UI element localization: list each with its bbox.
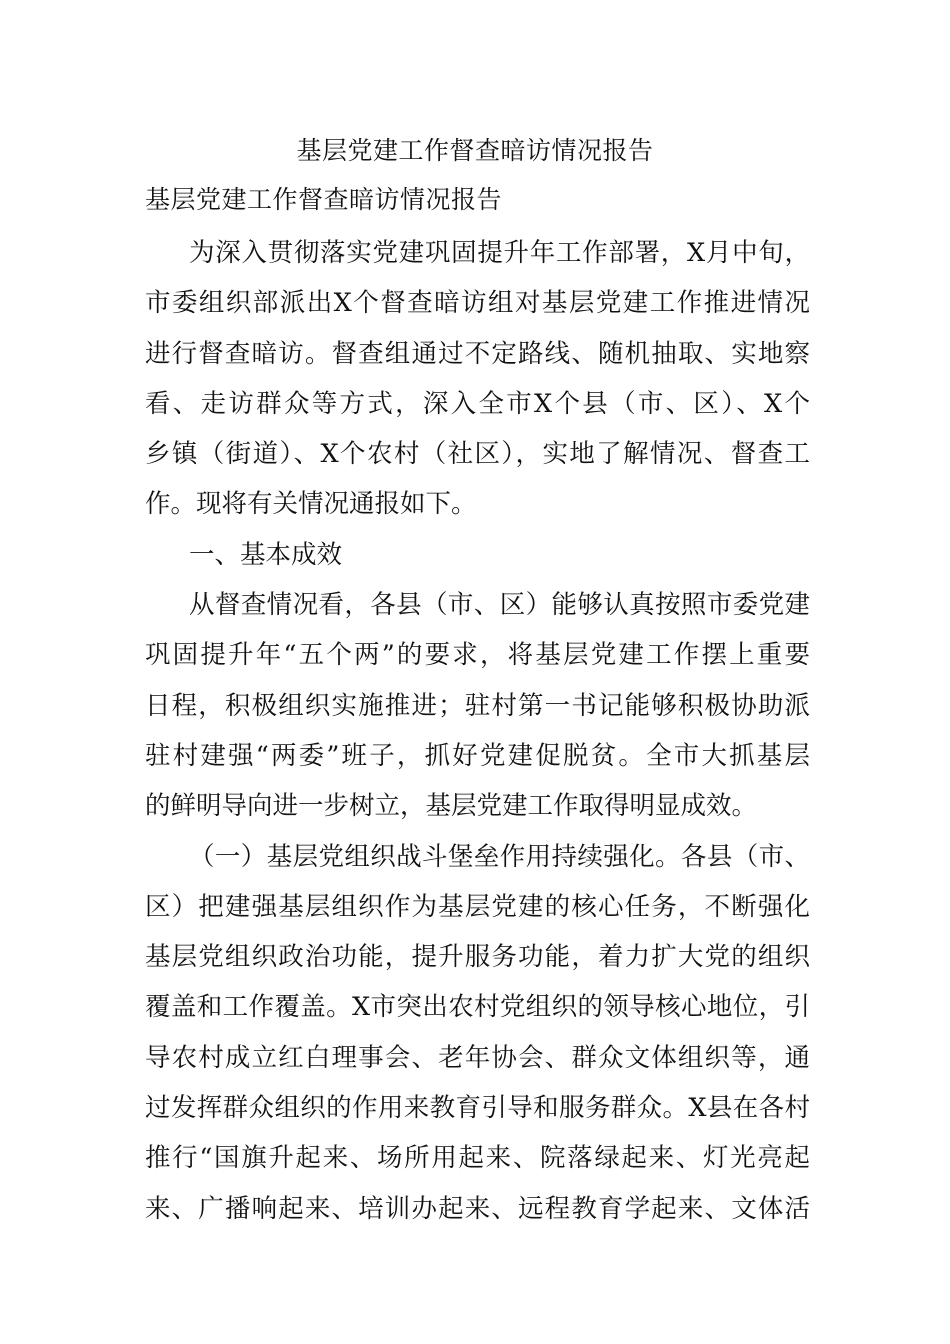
text-line: （一）基层党组织战斗堡垒作用持续强化。各县（市、 bbox=[189, 841, 810, 872]
text-line: 为深入贯彻落实党建巩固提升年工作部署，X月中旬， bbox=[189, 238, 810, 268]
document-subtitle: 基层党建工作督查暗访情况报告 bbox=[145, 185, 503, 214]
text-line: 从督查情况看，各县（市、区）能够认真按照市委党建 bbox=[189, 590, 810, 621]
text-line: 看、走访群众等方式，深入全市X个县（市、区）、X个 bbox=[145, 388, 810, 419]
text-line: 来、广播响起来、培训办起来、远程教育学起来、文体活 bbox=[145, 1193, 810, 1224]
text-line: 一、基本成效 bbox=[189, 539, 343, 570]
text-line: 乡镇（街道）、X个农村（社区），实地了解情况、督查工 bbox=[145, 439, 810, 470]
text-line: 驻村建强“两委”班子，抓好党建促脱贫。全市大抓基层 bbox=[145, 740, 810, 771]
text-line: 作。现将有关情况通报如下。 bbox=[145, 489, 477, 520]
text-line: 进行督查暗访。督查组通过不定路线、随机抽取、实地察 bbox=[145, 338, 810, 369]
text-line: 过发挥群众组织的作用来教育引导和服务群众。X县在各村 bbox=[145, 1093, 810, 1124]
text-line: 区）把建强基层组织作为基层党建的核心任务，不断强化 bbox=[145, 891, 810, 922]
text-line: 覆盖和工作覆盖。X市突出农村党组织的领导核心地位，引 bbox=[145, 992, 810, 1023]
text-line: 基层党组织政治功能，提升服务功能，着力扩大党的组织 bbox=[145, 942, 810, 973]
text-line: 巩固提升年“五个两”的要求，将基层党建工作摆上重要 bbox=[145, 640, 810, 671]
document-title: 基层党建工作督查暗访情况报告 bbox=[296, 136, 654, 165]
text-line: 导农村成立红白理事会、老年协会、群众文体组织等，通 bbox=[145, 1042, 810, 1073]
document-body bbox=[145, 228, 810, 1234]
text-line: 的鲜明导向进一步树立，基层党建工作取得明显成效。 bbox=[145, 791, 758, 822]
text-line: 市委组织部派出X个督查暗访组对基层党建工作推进情况 bbox=[145, 288, 810, 319]
text-line: 日程，积极组织实施推进；驻村第一书记能够积极协助派 bbox=[145, 690, 810, 721]
text-line: 推行“国旗升起来、场所用起来、院落绿起来、灯光亮起 bbox=[145, 1143, 810, 1174]
